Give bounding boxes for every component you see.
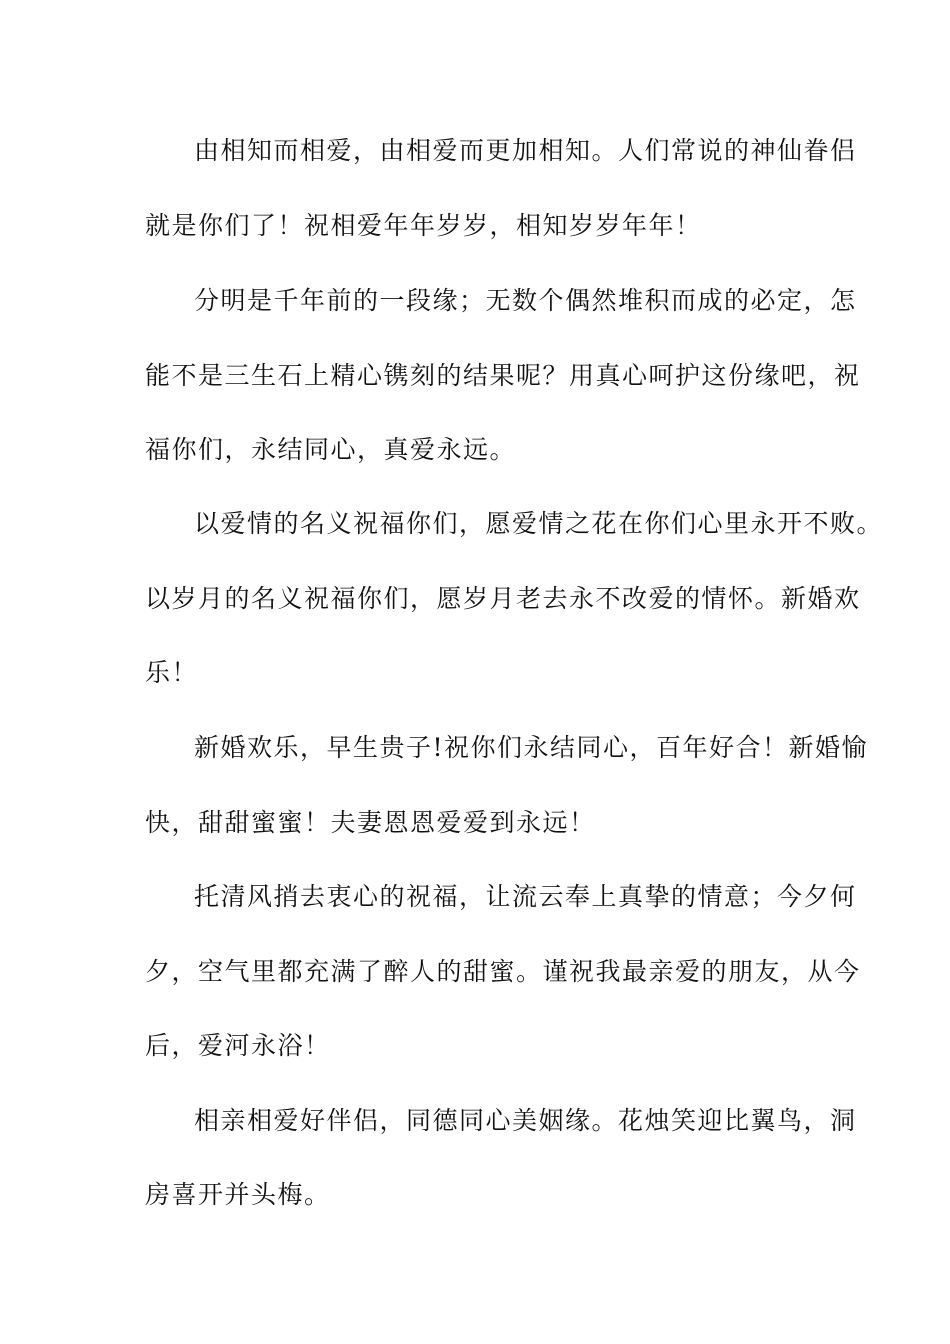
paragraph-4-line-2: 快，甜甜蜜蜜！夫妻恩恩爱爱到永远！ xyxy=(145,808,596,837)
paragraph-2-line-1: 分明是千年前的一段缘；无数个偶然堆积而成的必定，怎 xyxy=(194,286,857,315)
paragraph-5-line-3: 后，爱河永浴！ xyxy=(145,1031,331,1060)
paragraph-6-line-1: 相亲相爱好伴侣，同德同心美姻缘。花烛笑迎比翼鸟，洞 xyxy=(194,1106,857,1135)
paragraph-5-line-1: 托清风捎去衷心的祝福，让流云奉上真挚的情意；今夕何 xyxy=(194,882,857,911)
paragraph-3-line-1: 以爱情的名义祝福你们，愿爱情之花在你们心里永开不败。 xyxy=(194,509,884,538)
paragraph-1-line-2: 就是你们了！祝相爱年年岁岁，相知岁岁年年！ xyxy=(145,211,702,240)
paragraph-1-line-1: 由相知而相爱，由相爱而更加相知。人们常说的神仙眷侣 xyxy=(194,136,857,165)
paragraph-3-line-2: 以岁月的名义祝福你们，愿岁月老去永不改爱的情怀。新婚欢 xyxy=(145,584,861,613)
paragraph-2-line-2: 能不是三生石上精心镌刻的结果呢？用真心呵护这份缘吧，祝 xyxy=(145,361,861,390)
paragraph-6-line-2: 房喜开并头梅。 xyxy=(145,1180,331,1209)
paragraph-5-line-2: 夕，空气里都充满了醉人的甜蜜。谨祝我最亲爱的朋友，从今 xyxy=(145,957,861,986)
paragraph-3-line-3: 乐！ xyxy=(145,658,199,687)
paragraph-4-line-1: 新婚欢乐，早生贵子!祝你们永结同心，百年好合！新婚愉 xyxy=(194,733,869,762)
paragraph-2-line-3: 福你们，永结同心，真爱永远。 xyxy=(145,435,517,464)
